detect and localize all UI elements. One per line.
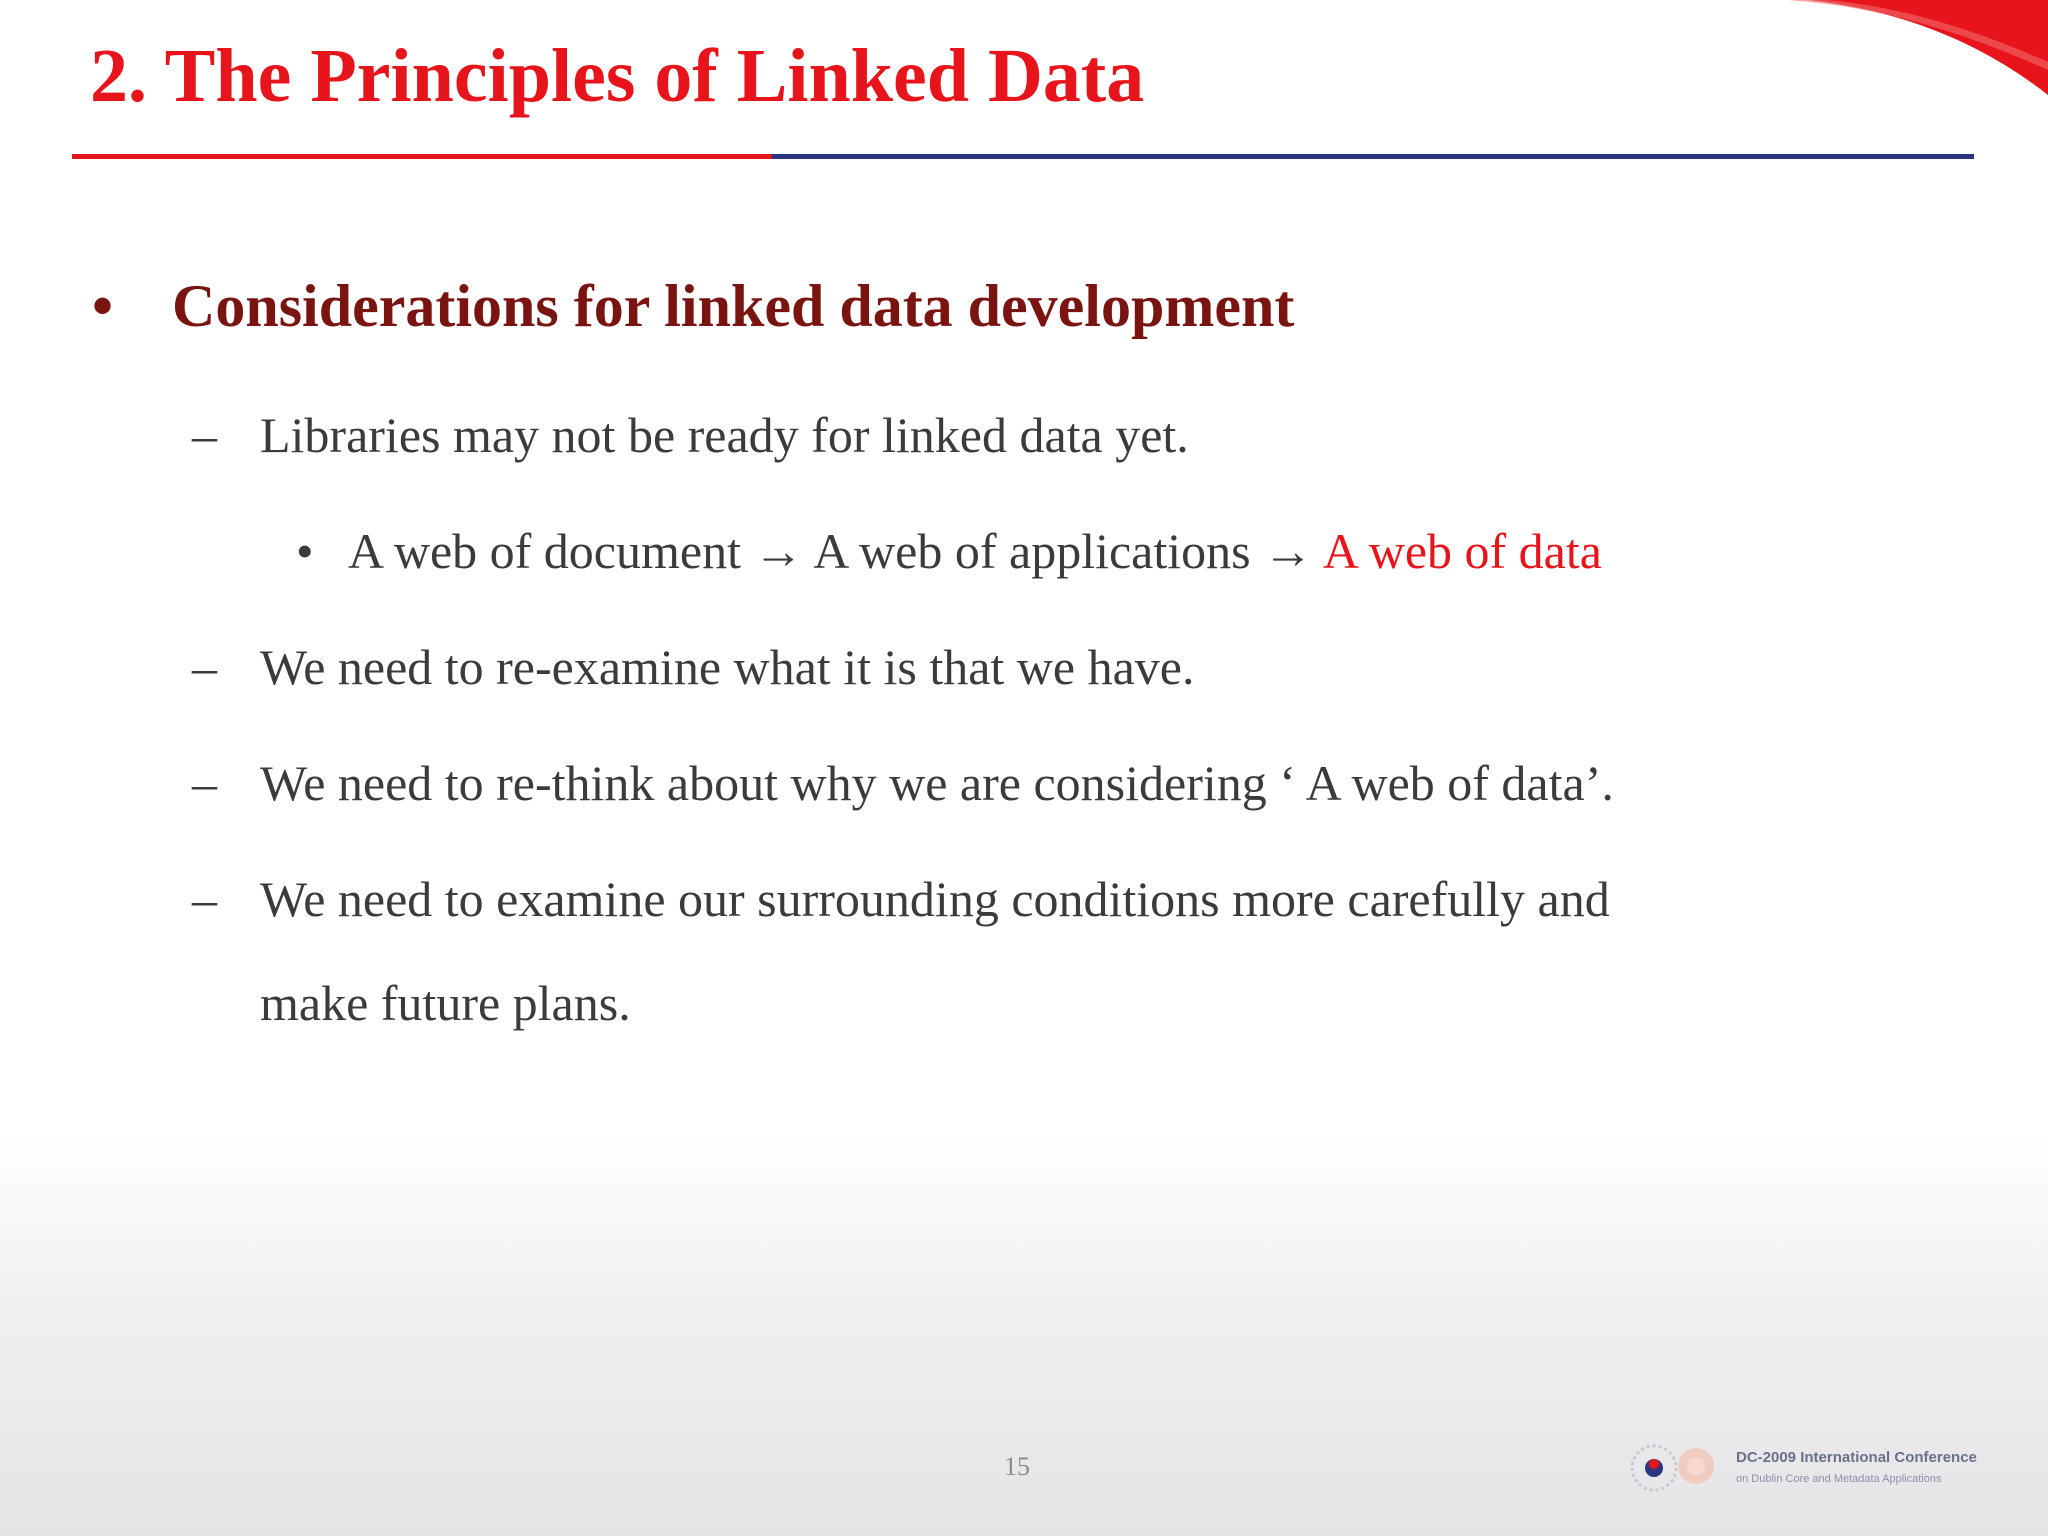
dash-marker: –: [192, 407, 217, 463]
bullet-marker: •: [296, 523, 314, 579]
list-item-text: We need to re-examine what it is that we have.: [260, 639, 1195, 695]
corner-swoosh-decoration: [1748, 0, 2048, 110]
dash-marker: –: [192, 755, 217, 811]
conference-logo-icon: [1624, 1436, 2004, 1500]
dash-marker: –: [192, 639, 217, 695]
slide-title: 2. The Principles of Linked Data: [90, 34, 1145, 118]
heading-text: Considerations for linked data development: [172, 273, 1295, 339]
highlight-text: A web of data: [1322, 523, 1602, 579]
list-item-text: We need to examine our surrounding conditions more carefully and: [260, 871, 1610, 927]
title-divider: [72, 154, 1974, 159]
list-item-text: make future plans.: [260, 975, 631, 1031]
list-item-text: We need to re-think about why we are considering ‘ A web of data’.: [260, 755, 1614, 811]
logo-text-line1: DC-2009 International Conference: [1736, 1449, 1977, 1466]
list-item-text: A web of document → A web of applications →: [348, 523, 1323, 579]
list-item-text: Libraries may not be ready for linked data yet.: [260, 407, 1189, 463]
bullet-marker: •: [92, 273, 114, 339]
logo-text-line2: on Dublin Core and Metadata Applications: [1736, 1473, 1942, 1485]
page-number: 15: [1004, 1452, 1030, 1481]
dash-marker: –: [192, 871, 217, 927]
